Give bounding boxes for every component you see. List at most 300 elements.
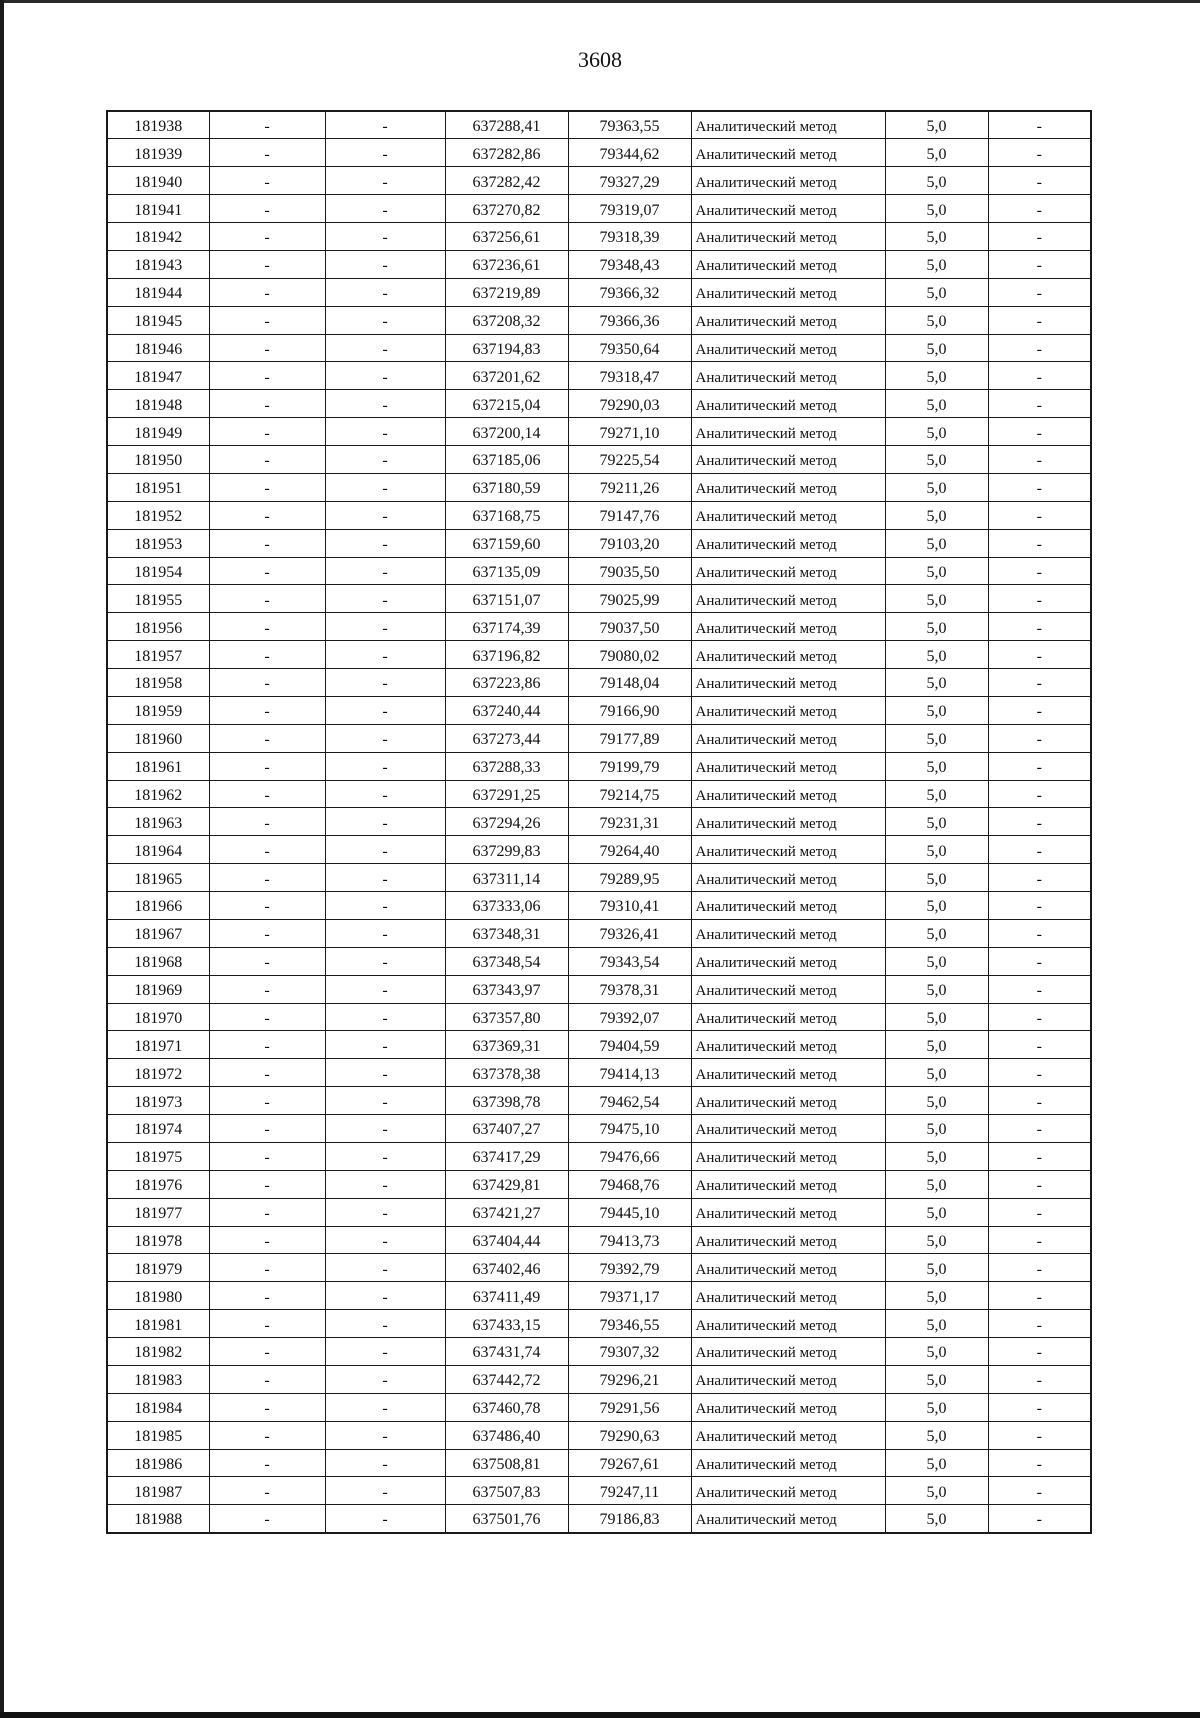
x-coordinate-cell: 637333,06 [445,892,568,920]
accuracy-cell: 5,0 [885,250,988,278]
note-cell: - [988,808,1091,836]
empty-cell-2: - [325,1254,445,1282]
accuracy-cell: 5,0 [885,306,988,334]
accuracy-cell: 5,0 [885,836,988,864]
empty-cell-1: - [209,808,325,836]
accuracy-cell: 5,0 [885,1059,988,1087]
y-coordinate-cell: 79327,29 [568,167,691,195]
y-coordinate-cell: 79290,63 [568,1421,691,1449]
table-row [107,1282,1091,1310]
method-cell: Аналитический метод [691,919,885,947]
empty-cell-2: - [325,836,445,864]
method-cell: Аналитический метод [691,501,885,529]
point-number-cell: 181942 [107,223,209,251]
y-coordinate-cell: 79476,66 [568,1142,691,1170]
empty-cell-1: - [209,919,325,947]
point-number-cell: 181983 [107,1365,209,1393]
y-coordinate-cell: 79344,62 [568,139,691,167]
table-row [107,892,1091,920]
note-cell: - [988,1365,1091,1393]
empty-cell-2: - [325,1282,445,1310]
empty-cell-1: - [209,947,325,975]
table-row [107,306,1091,334]
point-number-cell: 181945 [107,306,209,334]
y-coordinate-cell: 79366,32 [568,278,691,306]
point-number-cell: 181980 [107,1282,209,1310]
point-number-cell: 181971 [107,1031,209,1059]
empty-cell-1: - [209,1170,325,1198]
y-coordinate-cell: 79363,55 [568,111,691,139]
x-coordinate-cell: 637442,72 [445,1365,568,1393]
table-row [107,223,1091,251]
accuracy-cell: 5,0 [885,1282,988,1310]
y-coordinate-cell: 79103,20 [568,529,691,557]
note-cell: - [988,1003,1091,1031]
empty-cell-2: - [325,167,445,195]
method-cell: Аналитический метод [691,1115,885,1143]
table-row [107,836,1091,864]
point-number-cell: 181941 [107,195,209,223]
empty-cell-1: - [209,306,325,334]
x-coordinate-cell: 637369,31 [445,1031,568,1059]
accuracy-cell: 5,0 [885,501,988,529]
empty-cell-2: - [325,1449,445,1477]
point-number-cell: 181956 [107,613,209,641]
empty-cell-1: - [209,1142,325,1170]
scan-border-top [0,0,1200,3]
table-row [107,1198,1091,1226]
method-cell: Аналитический метод [691,780,885,808]
y-coordinate-cell: 79445,10 [568,1198,691,1226]
x-coordinate-cell: 637299,83 [445,836,568,864]
method-cell: Аналитический метод [691,808,885,836]
empty-cell-1: - [209,1310,325,1338]
empty-cell-1: - [209,696,325,724]
point-number-cell: 181960 [107,724,209,752]
accuracy-cell: 5,0 [885,446,988,474]
y-coordinate-cell: 79231,31 [568,808,691,836]
table-row [107,864,1091,892]
table-row [107,418,1091,446]
x-coordinate-cell: 637294,26 [445,808,568,836]
accuracy-cell: 5,0 [885,1226,988,1254]
point-number-cell: 181938 [107,111,209,139]
x-coordinate-cell: 637180,59 [445,473,568,501]
empty-cell-1: - [209,1115,325,1143]
empty-cell-2: - [325,1059,445,1087]
method-cell: Аналитический метод [691,1198,885,1226]
method-cell: Аналитический метод [691,613,885,641]
x-coordinate-cell: 637288,33 [445,752,568,780]
method-cell: Аналитический метод [691,1421,885,1449]
empty-cell-2: - [325,1115,445,1143]
x-coordinate-cell: 637288,41 [445,111,568,139]
y-coordinate-cell: 79318,39 [568,223,691,251]
accuracy-cell: 5,0 [885,1449,988,1477]
method-cell: Аналитический метод [691,1477,885,1505]
empty-cell-1: - [209,557,325,585]
accuracy-cell: 5,0 [885,111,988,139]
y-coordinate-cell: 79290,03 [568,390,691,418]
method-cell: Аналитический метод [691,1226,885,1254]
note-cell: - [988,418,1091,446]
note-cell: - [988,501,1091,529]
accuracy-cell: 5,0 [885,808,988,836]
x-coordinate-cell: 637501,76 [445,1505,568,1533]
accuracy-cell: 5,0 [885,557,988,585]
method-cell: Аналитический метод [691,1031,885,1059]
y-coordinate-cell: 79318,47 [568,362,691,390]
empty-cell-2: - [325,1421,445,1449]
empty-cell-1: - [209,139,325,167]
empty-cell-2: - [325,641,445,669]
point-number-cell: 181982 [107,1338,209,1366]
accuracy-cell: 5,0 [885,362,988,390]
x-coordinate-cell: 637240,44 [445,696,568,724]
table-row [107,362,1091,390]
empty-cell-1: - [209,1365,325,1393]
point-number-cell: 181961 [107,752,209,780]
empty-cell-1: - [209,669,325,697]
x-coordinate-cell: 637215,04 [445,390,568,418]
x-coordinate-cell: 637151,07 [445,585,568,613]
table-row [107,278,1091,306]
note-cell: - [988,557,1091,585]
table-row [107,1059,1091,1087]
y-coordinate-cell: 79199,79 [568,752,691,780]
empty-cell-2: - [325,334,445,362]
empty-cell-1: - [209,1031,325,1059]
point-number-cell: 181975 [107,1142,209,1170]
note-cell: - [988,947,1091,975]
table-row [107,1310,1091,1338]
note-cell: - [988,1198,1091,1226]
y-coordinate-cell: 79346,55 [568,1310,691,1338]
method-cell: Аналитический метод [691,1282,885,1310]
y-coordinate-cell: 79371,17 [568,1282,691,1310]
empty-cell-1: - [209,473,325,501]
y-coordinate-cell: 79392,07 [568,1003,691,1031]
point-number-cell: 181987 [107,1477,209,1505]
accuracy-cell: 5,0 [885,1338,988,1366]
table-row [107,1142,1091,1170]
point-number-cell: 181986 [107,1449,209,1477]
x-coordinate-cell: 637174,39 [445,613,568,641]
method-cell: Аналитический метод [691,947,885,975]
y-coordinate-cell: 79310,41 [568,892,691,920]
accuracy-cell: 5,0 [885,947,988,975]
y-coordinate-cell: 79468,76 [568,1170,691,1198]
table-row [107,669,1091,697]
point-number-cell: 181955 [107,585,209,613]
empty-cell-1: - [209,836,325,864]
method-cell: Аналитический метод [691,390,885,418]
note-cell: - [988,446,1091,474]
table-row [107,696,1091,724]
table-row [107,780,1091,808]
method-cell: Аналитический метод [691,139,885,167]
point-number-cell: 181973 [107,1087,209,1115]
note-cell: - [988,1421,1091,1449]
table-row [107,529,1091,557]
accuracy-cell: 5,0 [885,780,988,808]
empty-cell-1: - [209,418,325,446]
note-cell: - [988,1087,1091,1115]
empty-cell-2: - [325,780,445,808]
note-cell: - [988,139,1091,167]
table-row [107,1226,1091,1254]
empty-cell-1: - [209,1282,325,1310]
method-cell: Аналитический метод [691,529,885,557]
accuracy-cell: 5,0 [885,278,988,306]
empty-cell-2: - [325,362,445,390]
empty-cell-1: - [209,892,325,920]
empty-cell-2: - [325,195,445,223]
empty-cell-1: - [209,585,325,613]
table-row [107,808,1091,836]
table-row [107,473,1091,501]
y-coordinate-cell: 79307,32 [568,1338,691,1366]
empty-cell-1: - [209,1198,325,1226]
table-row [107,1449,1091,1477]
x-coordinate-cell: 637407,27 [445,1115,568,1143]
note-cell: - [988,278,1091,306]
x-coordinate-cell: 637201,62 [445,362,568,390]
y-coordinate-cell: 79271,10 [568,418,691,446]
y-coordinate-cell: 79166,90 [568,696,691,724]
empty-cell-2: - [325,1393,445,1421]
y-coordinate-cell: 79392,79 [568,1254,691,1282]
x-coordinate-cell: 637411,49 [445,1282,568,1310]
x-coordinate-cell: 637486,40 [445,1421,568,1449]
table-row [107,752,1091,780]
point-number-cell: 181958 [107,669,209,697]
accuracy-cell: 5,0 [885,139,988,167]
empty-cell-1: - [209,1254,325,1282]
point-number-cell: 181948 [107,390,209,418]
empty-cell-2: - [325,1505,445,1533]
note-cell: - [988,919,1091,947]
method-cell: Аналитический метод [691,724,885,752]
empty-cell-2: - [325,1365,445,1393]
empty-cell-1: - [209,195,325,223]
accuracy-cell: 5,0 [885,1505,988,1533]
empty-cell-1: - [209,641,325,669]
x-coordinate-cell: 637196,82 [445,641,568,669]
point-number-cell: 181944 [107,278,209,306]
x-coordinate-cell: 637402,46 [445,1254,568,1282]
empty-cell-2: - [325,1198,445,1226]
point-number-cell: 181949 [107,418,209,446]
note-cell: - [988,390,1091,418]
empty-cell-2: - [325,1087,445,1115]
method-cell: Аналитический метод [691,473,885,501]
x-coordinate-cell: 637282,86 [445,139,568,167]
table-row [107,1087,1091,1115]
note-cell: - [988,975,1091,1003]
note-cell: - [988,752,1091,780]
x-coordinate-cell: 637270,82 [445,195,568,223]
empty-cell-2: - [325,947,445,975]
point-number-cell: 181984 [107,1393,209,1421]
empty-cell-1: - [209,1338,325,1366]
point-number-cell: 181981 [107,1310,209,1338]
point-number-cell: 181970 [107,1003,209,1031]
method-cell: Аналитический метод [691,641,885,669]
table-row [107,501,1091,529]
x-coordinate-cell: 637194,83 [445,334,568,362]
accuracy-cell: 5,0 [885,1115,988,1143]
empty-cell-2: - [325,278,445,306]
point-number-cell: 181957 [107,641,209,669]
accuracy-cell: 5,0 [885,724,988,752]
y-coordinate-cell: 79147,76 [568,501,691,529]
empty-cell-1: - [209,1505,325,1533]
method-cell: Аналитический метод [691,1142,885,1170]
empty-cell-2: - [325,223,445,251]
scan-border-bottom [0,1712,1200,1718]
note-cell: - [988,864,1091,892]
empty-cell-1: - [209,1059,325,1087]
point-number-cell: 181952 [107,501,209,529]
point-number-cell: 181977 [107,1198,209,1226]
point-number-cell: 181954 [107,557,209,585]
y-coordinate-cell: 79037,50 [568,613,691,641]
empty-cell-1: - [209,1393,325,1421]
empty-cell-2: - [325,975,445,1003]
note-cell: - [988,250,1091,278]
x-coordinate-cell: 637343,97 [445,975,568,1003]
method-cell: Аналитический метод [691,1170,885,1198]
x-coordinate-cell: 637168,75 [445,501,568,529]
accuracy-cell: 5,0 [885,334,988,362]
accuracy-cell: 5,0 [885,1421,988,1449]
point-number-cell: 181964 [107,836,209,864]
y-coordinate-cell: 79378,31 [568,975,691,1003]
table-row [107,1365,1091,1393]
empty-cell-1: - [209,501,325,529]
x-coordinate-cell: 637357,80 [445,1003,568,1031]
empty-cell-2: - [325,752,445,780]
method-cell: Аналитический метод [691,1338,885,1366]
table-row [107,1031,1091,1059]
point-number-cell: 181965 [107,864,209,892]
y-coordinate-cell: 79414,13 [568,1059,691,1087]
y-coordinate-cell: 79186,83 [568,1505,691,1533]
x-coordinate-cell: 637429,81 [445,1170,568,1198]
empty-cell-1: - [209,1477,325,1505]
table-row [107,557,1091,585]
point-number-cell: 181962 [107,780,209,808]
x-coordinate-cell: 637417,29 [445,1142,568,1170]
note-cell: - [988,1505,1091,1533]
empty-cell-1: - [209,223,325,251]
note-cell: - [988,724,1091,752]
x-coordinate-cell: 637348,31 [445,919,568,947]
empty-cell-1: - [209,780,325,808]
method-cell: Аналитический метод [691,195,885,223]
method-cell: Аналитический метод [691,1310,885,1338]
note-cell: - [988,1477,1091,1505]
empty-cell-2: - [325,501,445,529]
note-cell: - [988,641,1091,669]
note-cell: - [988,1170,1091,1198]
empty-cell-2: - [325,613,445,641]
point-number-cell: 181976 [107,1170,209,1198]
table-row [107,446,1091,474]
point-number-cell: 181947 [107,362,209,390]
point-number-cell: 181969 [107,975,209,1003]
y-coordinate-cell: 79343,54 [568,947,691,975]
accuracy-cell: 5,0 [885,390,988,418]
table-row [107,1254,1091,1282]
accuracy-cell: 5,0 [885,864,988,892]
x-coordinate-cell: 637291,25 [445,780,568,808]
method-cell: Аналитический метод [691,669,885,697]
table-row [107,139,1091,167]
note-cell: - [988,892,1091,920]
note-cell: - [988,1254,1091,1282]
empty-cell-1: - [209,1421,325,1449]
accuracy-cell: 5,0 [885,696,988,724]
note-cell: - [988,1226,1091,1254]
method-cell: Аналитический метод [691,362,885,390]
y-coordinate-cell: 79319,07 [568,195,691,223]
point-number-cell: 181950 [107,446,209,474]
empty-cell-2: - [325,529,445,557]
method-cell: Аналитический метод [691,1449,885,1477]
point-number-cell: 181979 [107,1254,209,1282]
x-coordinate-cell: 637421,27 [445,1198,568,1226]
empty-cell-1: - [209,864,325,892]
empty-cell-1: - [209,278,325,306]
x-coordinate-cell: 637398,78 [445,1087,568,1115]
empty-cell-2: - [325,446,445,474]
note-cell: - [988,111,1091,139]
point-number-cell: 181972 [107,1059,209,1087]
method-cell: Аналитический метод [691,250,885,278]
note-cell: - [988,1449,1091,1477]
x-coordinate-cell: 637431,74 [445,1338,568,1366]
method-cell: Аналитический метод [691,167,885,195]
x-coordinate-cell: 637256,61 [445,223,568,251]
note-cell: - [988,1142,1091,1170]
table-row [107,724,1091,752]
x-coordinate-cell: 637311,14 [445,864,568,892]
table-row [107,1393,1091,1421]
empty-cell-1: - [209,111,325,139]
empty-cell-2: - [325,1338,445,1366]
accuracy-cell: 5,0 [885,669,988,697]
empty-cell-1: - [209,724,325,752]
empty-cell-2: - [325,250,445,278]
empty-cell-2: - [325,1477,445,1505]
accuracy-cell: 5,0 [885,1393,988,1421]
coordinates-table [106,110,1092,1534]
method-cell: Аналитический метод [691,446,885,474]
x-coordinate-cell: 637433,15 [445,1310,568,1338]
empty-cell-1: - [209,334,325,362]
empty-cell-2: - [325,111,445,139]
empty-cell-2: - [325,1142,445,1170]
y-coordinate-cell: 79177,89 [568,724,691,752]
method-cell: Аналитический метод [691,585,885,613]
note-cell: - [988,1282,1091,1310]
empty-cell-2: - [325,892,445,920]
scan-border-left [0,0,4,1718]
table-row [107,1170,1091,1198]
table-row [107,334,1091,362]
